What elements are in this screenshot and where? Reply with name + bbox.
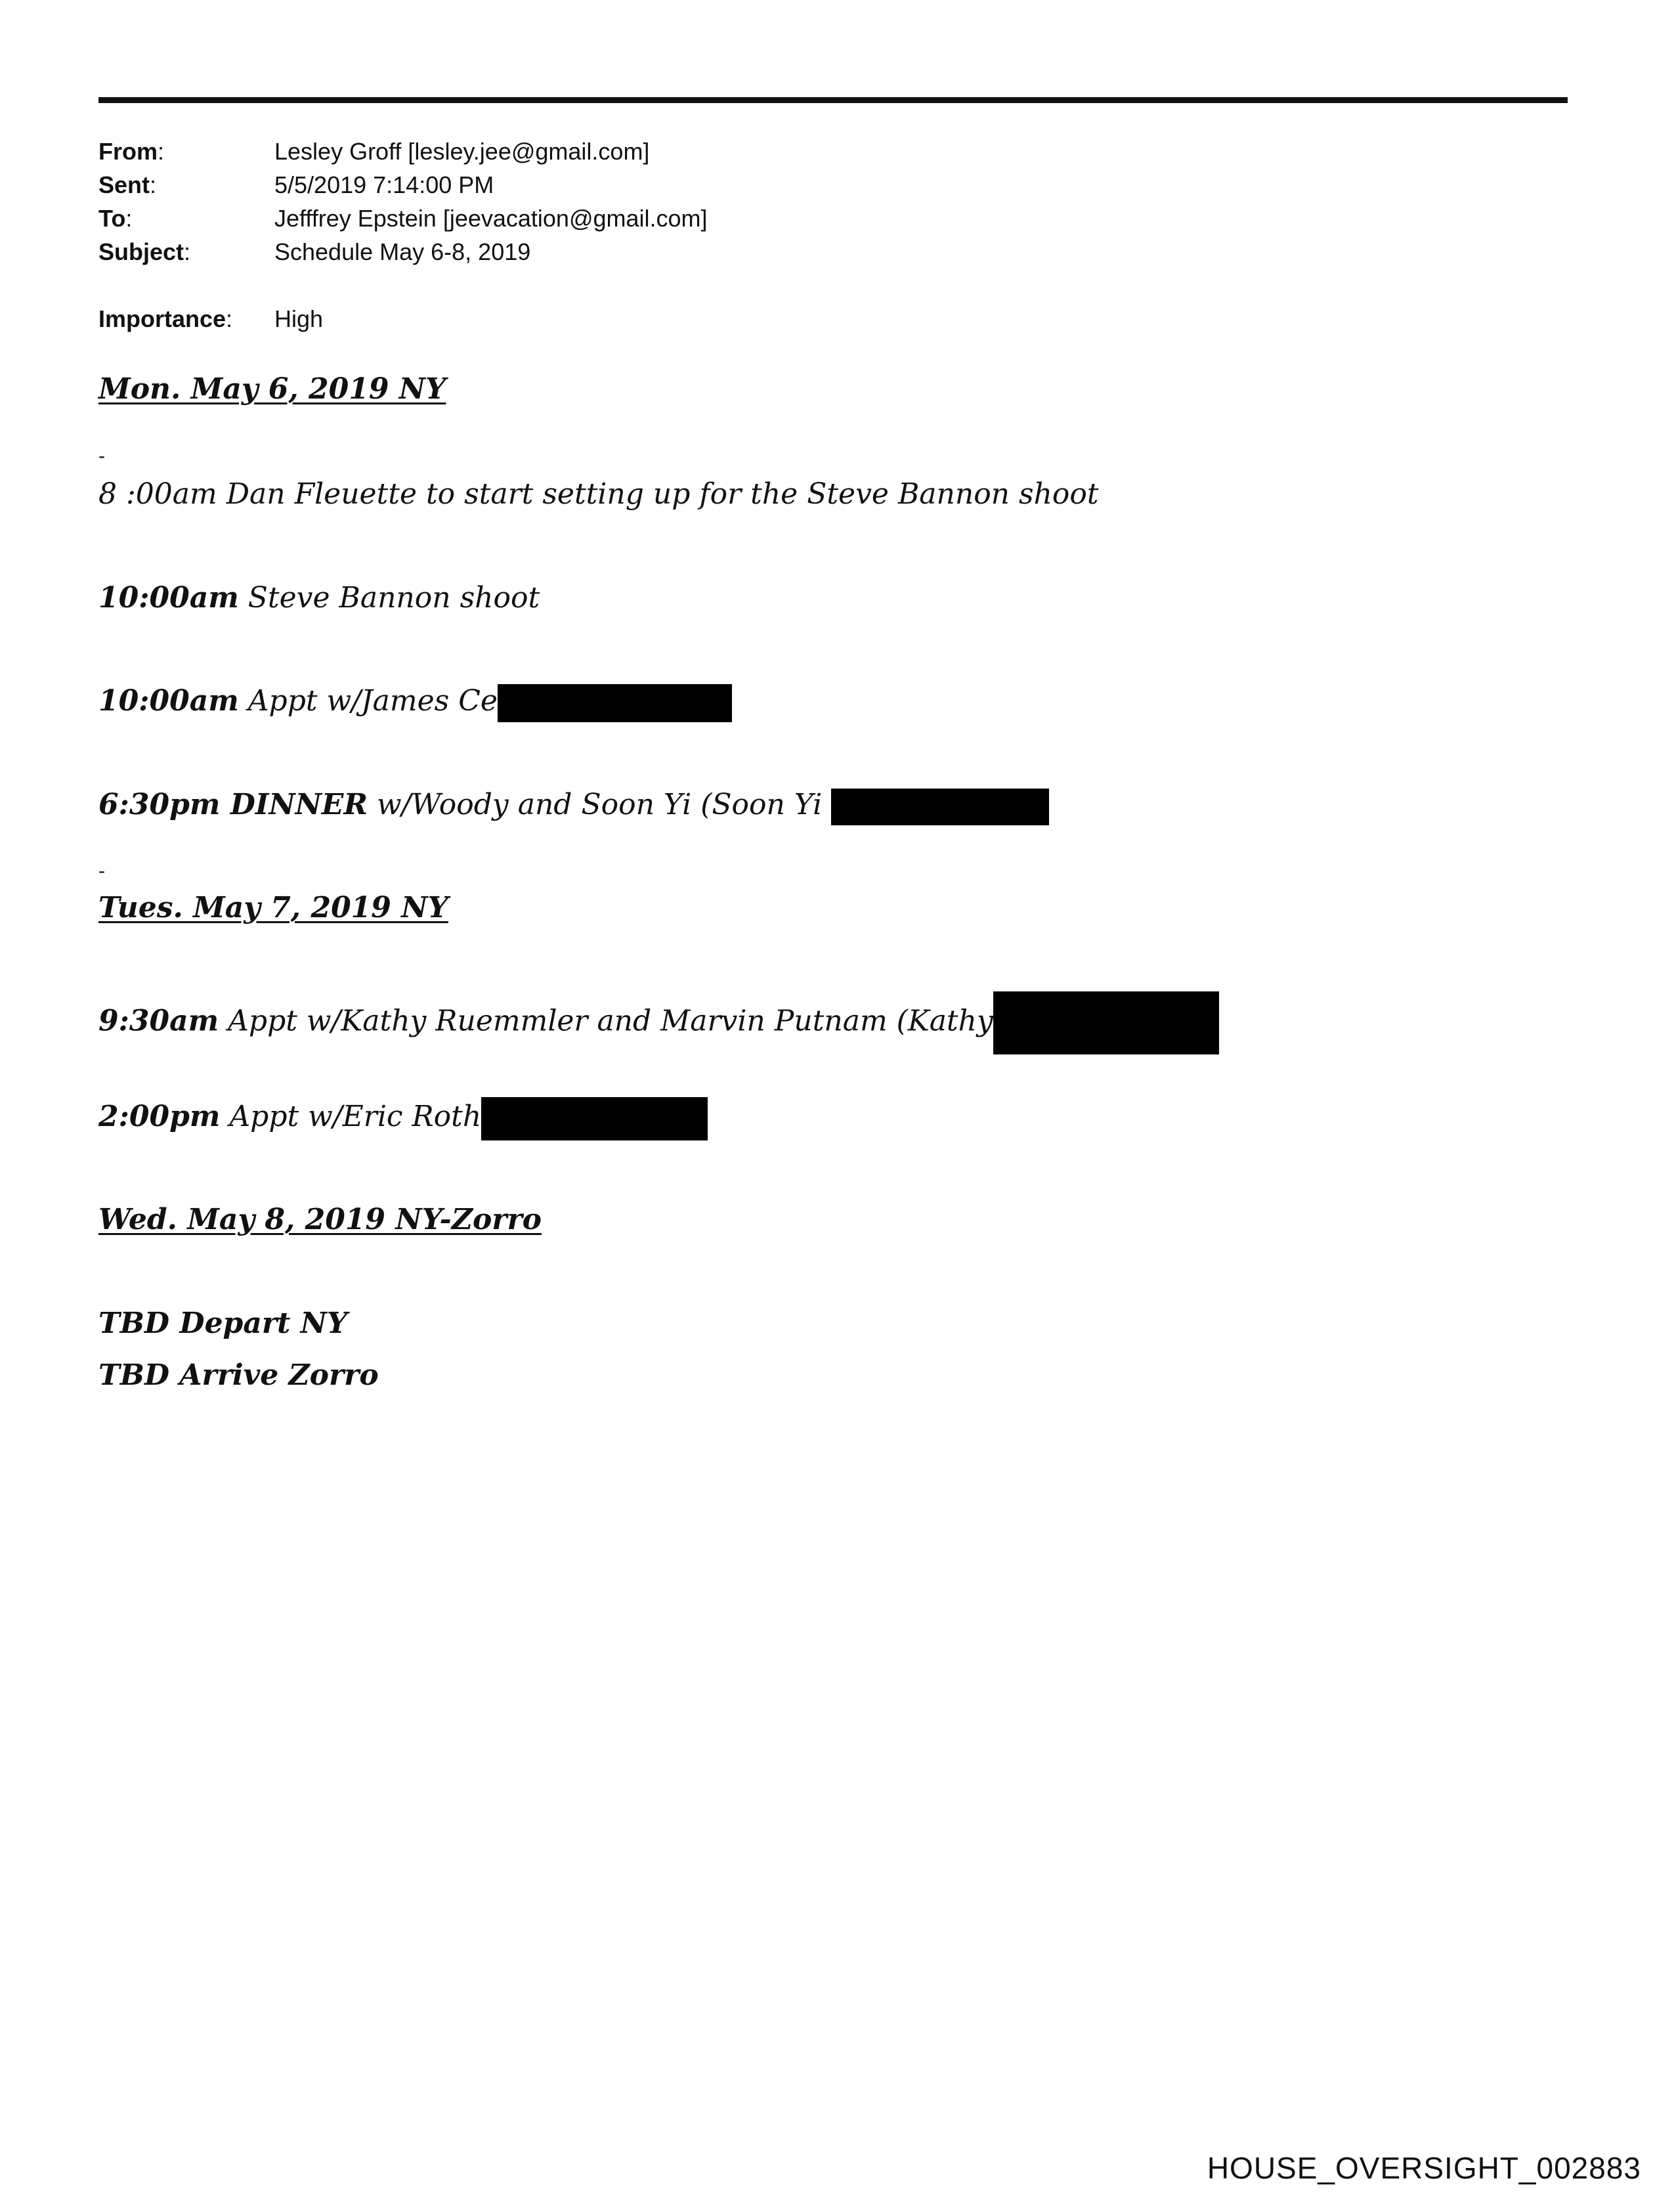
importance-value: High	[274, 305, 324, 332]
day1-heading: Mon. May 6, 2019 NY	[98, 372, 446, 406]
day3-heading: Wed. May 8, 2019 NY-Zorro	[98, 1203, 542, 1236]
schedule-entry: TBD Arrive Zorro	[98, 1358, 379, 1392]
from-row	[98, 135, 1149, 168]
email-header	[98, 135, 1149, 269]
from-value: Lesley Groff [lesley.jee@gmail.com]	[274, 138, 650, 165]
schedule-entry: TBD Depart NY	[98, 1307, 348, 1340]
importance-row	[98, 302, 323, 336]
subject-row	[98, 235, 1149, 269]
entry-text: Appt w/Eric Roth	[220, 1100, 482, 1133]
entry-text: Steve Bannon shoot	[238, 581, 540, 615]
separator-dash: -	[98, 445, 105, 467]
to-value: Jefffrey Epstein [jeevacation@gmail.com]	[274, 205, 708, 232]
entry-text: 8 :00am Dan Fleuette to start setting up for the Steve Bannon shoot	[98, 477, 1099, 511]
schedule-entry	[98, 785, 1049, 825]
redaction-box	[498, 684, 732, 722]
redaction-box	[831, 789, 1049, 825]
sent-label: Sent:	[98, 171, 157, 198]
subject-label: Subject:	[98, 238, 191, 265]
schedule-entry	[98, 578, 540, 618]
entry-text: w/Woody and Soon Yi (Soon Yi	[368, 788, 832, 821]
schedule-entry	[98, 474, 1099, 515]
bates-number: HOUSE_OVERSIGHT_002883	[1207, 2151, 1641, 2185]
day2-heading: Tues. May 7, 2019 NY	[98, 891, 448, 924]
redaction-box	[481, 1097, 708, 1140]
schedule-entry	[98, 681, 732, 722]
to-row	[98, 202, 1149, 235]
from-label: From:	[98, 138, 165, 165]
subject-value: Schedule May 6-8, 2019	[274, 238, 531, 265]
separator-dash: -	[98, 860, 105, 882]
entry-time: 2:00pm	[98, 1100, 221, 1133]
redaction-box	[993, 991, 1219, 1054]
entry-time: 10:00am	[98, 581, 239, 615]
sent-row	[98, 168, 1149, 202]
schedule-entry	[98, 1096, 708, 1137]
entry-text: Appt w/Kathy Ruemmler and Marvin Putnam (Kathy	[219, 1004, 993, 1038]
importance-label: Importance:	[98, 305, 233, 332]
to-label: To:	[98, 205, 133, 232]
sent-value: 5/5/2019 7:14:00 PM	[274, 171, 494, 198]
entry-time: 9:30am	[98, 1004, 219, 1038]
entry-text: Appt w/James Ce	[238, 684, 498, 718]
schedule-entry	[98, 991, 1219, 1038]
entry-time: 10:00am	[98, 684, 239, 718]
entry-time: 6:30pm DINNER	[98, 788, 368, 821]
header-rule	[98, 97, 1568, 103]
